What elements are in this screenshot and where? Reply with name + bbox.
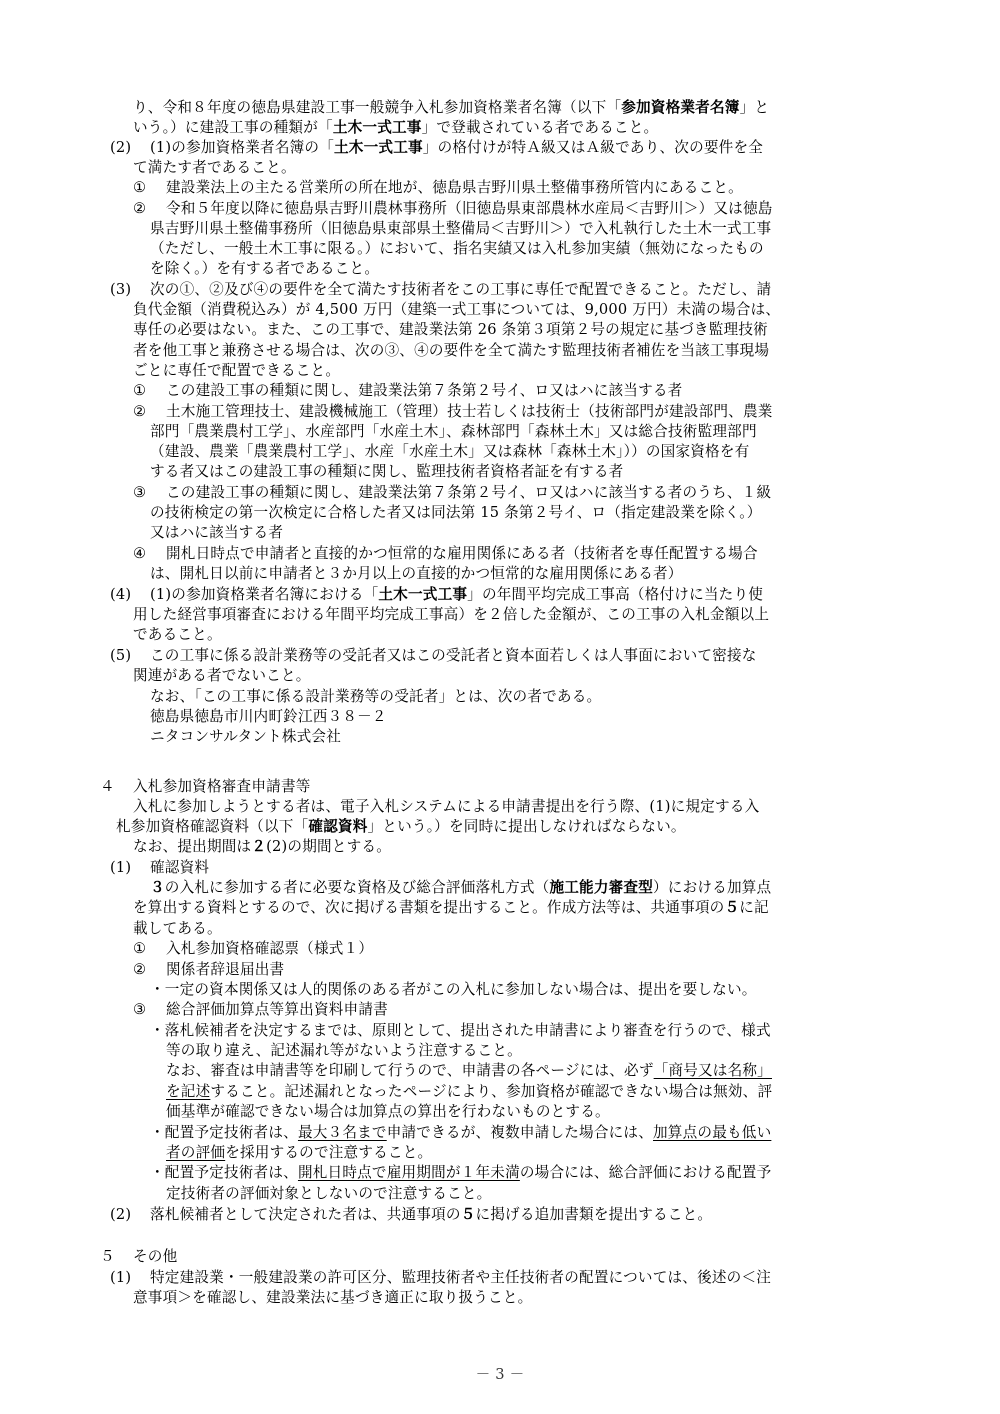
s3-item3-cond3-line2: の技術検定の第一次検定に合格した者又は同法第 15 条第２号イ、ロ（指定建設業を除く。） [150,504,762,521]
s3-item2-cond2-line1: 令和５年度以降に徳島県吉野川農林事務所（旧徳島県東部農林水産局＜吉野川＞）又は徳島 [166,200,773,217]
bold-term: 確認資料 [308,818,368,835]
s4-bullet1-line5: 価基準が確認できない場合は加算点の算出を行わないものとする。 [166,1103,610,1120]
s3-item3-cond2-line1: 土木施工管理技士、建設機械施工（管理）技士若しくは技術士（技術部門が建設部門、農業 [166,403,773,420]
s3-item3-cond2-line4: する者又はこの建設工事の種類に関し、監理技術者資格者証を有する者 [150,463,624,480]
s3-item3-cond3-line1: この建設工事の種類に関し、建設業法第７条第２号イ、ロ又はハに該当する者のうち、１級 [166,484,772,501]
section-number: ４ [100,778,115,795]
s3-item4-line2: 用した経営事項審査における年間平均完成工事高）を２倍した金額が、この工事の入札金額以上 [133,606,770,623]
section-heading: その他 [133,1248,178,1265]
circled-number: ① [133,382,147,399]
item-number: (1) [110,1269,132,1286]
s4-bullet2-line1: ・配置予定技術者は、最大３名まで申請できるが、複数申請した場合には、加算点の最も低い [150,1124,772,1141]
s3-item2-cond2-line4: を除く。）を有する者であること。 [150,260,380,277]
circled-number: ① [133,179,147,196]
s3-item3-cond4-line2: は、開札日以前に申請者と３か月以上の直接的かつ恒常的な雇用関係にある者） [150,565,683,582]
bold-term: 施工能力審査型 [549,879,653,896]
s4-item1-doc2-note: ・一定の資本関係又は人的関係のある者がこの入札に参加しない場合は、提出を要しない。 [150,981,757,998]
s5-item1-line1: 特定建設業・一般建設業の許可区分、監理技術者や主任技術者の配置については、後述の＜注 [150,1269,772,1286]
s4-bullet1-line3: なお、審査は申請書等を印刷して行うので、申請書の各ページには、必ず「商号又は名称」 [166,1062,772,1079]
circled-number: ② [133,403,147,420]
section-number: ５ [100,1248,115,1265]
s4-p1-line2: 札参加資格確認資料（以下「確認資料」という。）を同時に提出しなければならない。 [116,818,686,835]
s3-item3-line5: ごとに専任で配置できること。 [133,362,341,379]
item-number: (2) [110,1206,132,1223]
bold-term: ３ [150,879,165,896]
s4-item2-text: 落札候補者として決定された者は、共通事項の５に掲げる追加書類を提出すること。 [150,1206,713,1223]
page-number: － 3 － [475,1366,525,1383]
circled-number: ① [133,940,147,957]
underlined-text: 加算点の最も低い [653,1124,772,1141]
s4-item1-doc1: 入札参加資格確認票（様式１） [166,940,374,957]
bold-term: 土木一式工事 [334,139,423,156]
s3-item5-line3: なお、「この工事に係る設計業務等の受託者」とは、次の者である。 [150,688,602,705]
underlined-text: 「商号又は名称」 [653,1062,772,1079]
s3-intro-line2: いう。）に建設工事の種類が「土木一式工事」で登載されている者であること。 [133,119,659,136]
bold-term: ５ [460,1206,476,1223]
s4-p1-line1: 入札に参加しようとする者は、電子入札システムによる申請書提出を行う際、(1)に規定する入 [133,798,760,815]
s4-item1-doc2: 関係者辞退届出書 [166,961,285,978]
s3-item4-line1: (1)の参加資格業者名簿における「土木一式工事」の年間平均完成工事高（格付けに当たり使 [150,586,764,603]
s3-item3-line1: 次の①、②及び④の要件を全て満たす技術者をこの工事に専任で配置できること。ただし、請 [150,281,772,298]
s3-item3-line4: 者を他工事と兼務させる場合は、次の③、④の要件を全て満たす監理技術者補佐を当該工事現場 [133,342,770,359]
underlined-text: 最大３名まで [297,1124,387,1141]
bold-term: 土木一式工事 [332,119,422,136]
s3-item3-cond2-line2: 部門「農業農村工学」、水産部門「水産土木」、森林部門「森林土木」又は総合技術監理部門 [150,423,757,440]
bold-term: 土木一式工事 [378,586,468,603]
s3-item5-address: 徳島県徳島市川内町鈴江西３８－２ [150,708,387,725]
s3-item2-line1: (1)の参加資格業者名簿の「土木一式工事」の格付けが特Ａ級又はＡ級であり、次の要件を全 [150,139,764,156]
item-number: (3) [110,281,132,298]
s3-item3-cond4-line1: 開札日時点で申請者と直接的かつ恒常的な雇用関係にある者（技術者を専任配置する場合 [166,545,758,562]
s4-item1-doc3: 総合評価加算点等算出資料申請書 [166,1001,388,1018]
circled-number: ② [133,961,147,978]
s3-item5-line1: この工事に係る設計業務等の受託者又はこの受託者と資本面若しくは人事面において密接な [150,647,757,664]
circled-number: ④ [133,545,147,562]
item-number: (2) [110,139,132,156]
underlined-text: 者の評価 [166,1144,226,1161]
s3-intro-line1: り、令和８年度の徳島県建設工事一般競争入札参加資格業者名簿（以下「参加資格業者名簿」と [133,99,770,116]
circled-number: ③ [133,484,147,501]
s3-item2-cond2-line2: 県吉野川県土整備事務所（旧徳島県東部県土整備局＜吉野川＞）で入札執行した土木一式工事 [150,220,772,237]
bold-term: 参加資格業者名簿 [621,99,740,116]
s4-bullet1-line1: ・落札候補者を決定するまでは、原則として、提出された申請書により審査を行うので、様式 [150,1022,771,1039]
s3-item4-line3: であること。 [133,626,222,643]
s3-item2-line2: て満たす者であること。 [133,159,296,176]
s3-item3-cond2-line3: （建設、農業「農業農村工学」、水産「水産土木」又は森林「森林土木」））の国家資格を有 [150,443,750,460]
section-heading: 入札参加資格審査申請書等 [133,778,311,795]
s3-item3-cond1: この建設工事の種類に関し、建設業法第７条第２号イ、ロ又はハに該当する者 [166,382,683,399]
s4-bullet3-line2: 定技術者の評価対象としないので注意すること。 [166,1185,492,1202]
s3-item5-company: ニタコンサルタント株式会社 [150,728,342,745]
circled-number: ② [133,200,147,217]
s4-item1-line1: ３の入札に参加する者に必要な資格及び総合評価落札方式（施工能力審査型）における加算点 [150,879,772,896]
s4-bullet1-line4: を記述すること。記述漏れとなったページにより、参加資格が確認できない場合は無効、評 [166,1083,773,1100]
s5-item1-line2: 意事項＞を確認し、建設業法に基づき適正に取り扱うこと。 [133,1289,533,1306]
s4-bullet3-line1: ・配置予定技術者は、開札日時点で雇用期間が１年未満の場合には、総合評価における配置予 [150,1164,772,1181]
s3-item5-line2: 関連がある者でないこと。 [133,667,311,684]
s4-bullet2-line2: 者の評価を採用するので注意すること。 [166,1144,433,1161]
s4-bullet1-line2: 等の取り違え、記述漏れ等がないよう注意すること。 [166,1042,522,1059]
s3-item3-line2: 負代金額（消費税込み）が 4,500 万円（建築一式工事については、9,000 万円）未満の場合は、 [133,301,781,318]
underlined-text: 開札日時点で雇用期間が１年未満 [297,1164,520,1181]
bold-term: ５ [724,899,740,916]
bold-term: ２ [251,838,267,855]
item-number: (1) [110,859,132,876]
s3-item3-cond3-line3: 又はハに該当する者 [150,524,284,541]
s4-p2: なお、提出期間は２(2)の期間とする。 [133,838,391,855]
item-number: (5) [110,647,132,664]
s3-item2-cond1: 建設業法上の主たる営業所の所在地が、徳島県吉野川県土整備事務所管内にあること。 [166,179,743,196]
item-number: (4) [110,586,132,603]
circled-number: ③ [133,1001,147,1018]
s3-item2-cond2-line3: （ただし、一般土木工事に限る。）において、指名実績又は入札参加実績（無効になったもの [150,240,764,257]
s4-item1-line2: を算出する資料とするので、次に掲げる書類を提出すること。作成方法等は、共通事項の５に記 [133,899,769,916]
s4-item1-line3: 載してある。 [133,920,222,937]
s3-item3-line3: 専任の必要はない。また、この工事で、建設業法第 26 条第３項第２号の規定に基づき監理技術 [133,321,768,338]
s4-item1-title: 確認資料 [150,859,210,876]
underlined-text: を記述 [166,1083,211,1100]
